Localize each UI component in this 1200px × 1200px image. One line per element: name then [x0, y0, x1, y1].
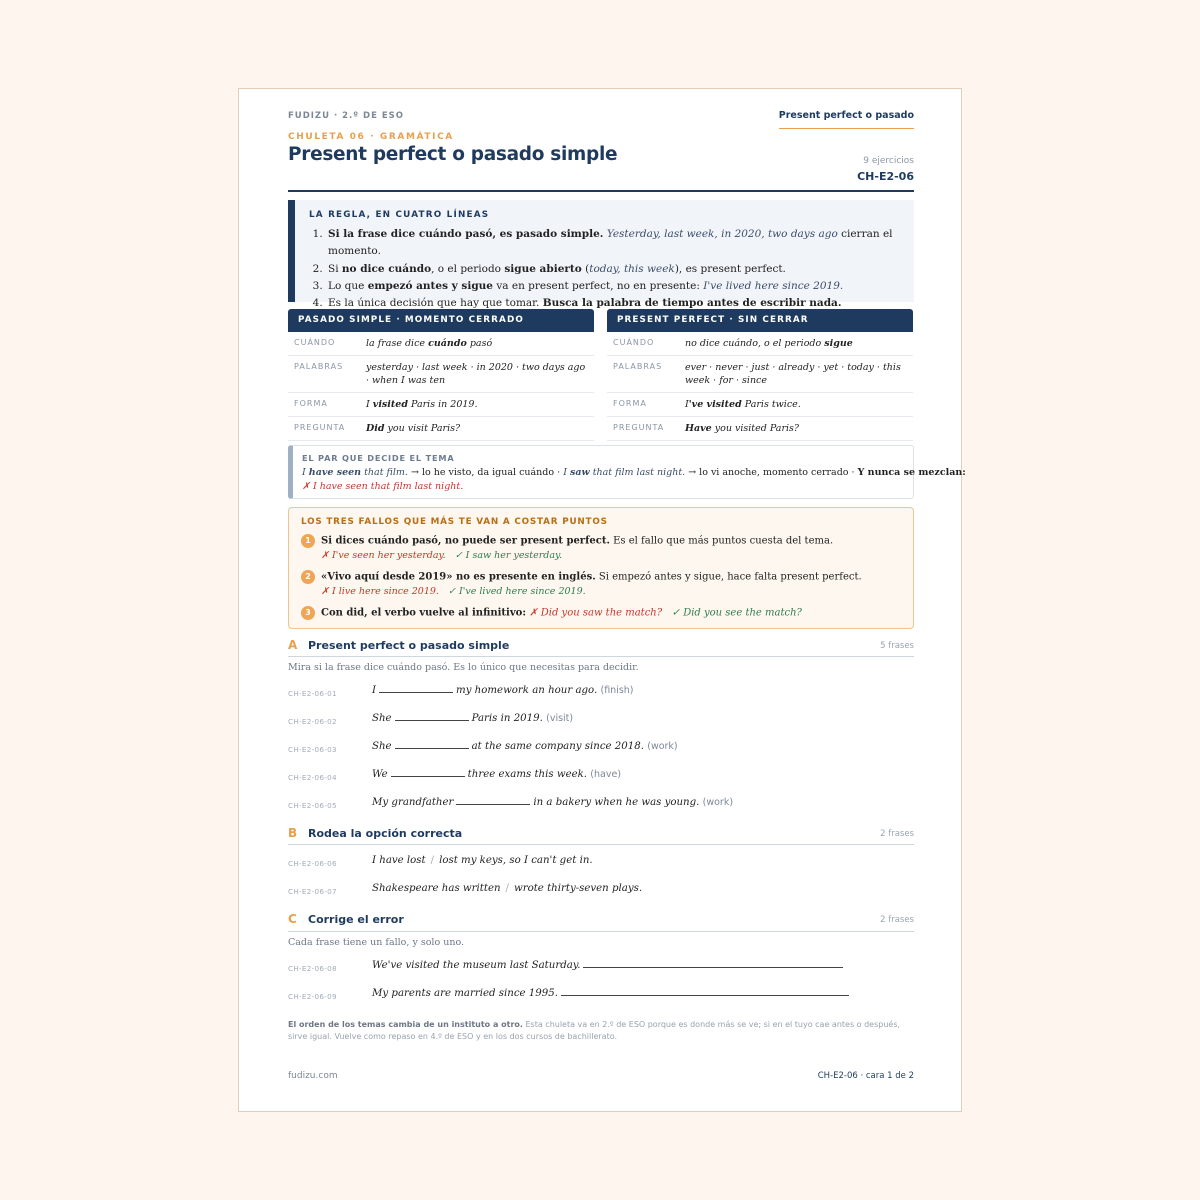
table-row-pregunta — [607, 417, 913, 441]
exercise-sentence — [372, 741, 678, 752]
rule-2-d: sigue abierto — [504, 262, 582, 275]
section-c-letter: C — [288, 912, 297, 926]
right-example: ✓ Did you see the match? — [671, 607, 802, 619]
exercise-sentence — [372, 960, 846, 971]
rule-1-tail: cierran el momento. — [328, 228, 893, 258]
wrong-example: ✗ Did you saw the match? — [529, 607, 663, 619]
section-a-hint: Mira si la frase dice cuándo pasó. Es lo único que necesitas para decidir. — [288, 662, 639, 673]
ex-pre: She — [372, 713, 392, 724]
exercise-sentence — [372, 713, 573, 724]
table-heading: PRESENT PERFECT · SIN CERRAR — [607, 309, 913, 332]
section-b-letter: B — [288, 826, 298, 840]
mistake-2 — [301, 570, 862, 584]
v-b: visited — [372, 399, 408, 410]
kicker-label: CHULETA 06 · GRAMÁTICA — [288, 132, 454, 142]
table-present-perfect — [607, 309, 913, 441]
row-key: PREGUNTA — [294, 423, 346, 432]
row-value — [679, 417, 913, 440]
exercise-count: 9 ejercicios — [863, 156, 914, 166]
rule-1-examples: Yesterday, last week, in 2020, two days ago — [606, 228, 838, 240]
mistake-3 — [301, 606, 802, 620]
rule-4-a: Es la única decisión que hay que tomar. — [328, 297, 540, 310]
mistake-bold: «Vivo aquí desde 2019» no es presente en inglés. — [321, 571, 596, 583]
ex-post: at the same company since 2018. — [471, 741, 644, 752]
section-b-divider — [288, 844, 914, 845]
exercise-sentence — [372, 988, 852, 999]
sheet-code: CH-E2-06 — [857, 170, 914, 183]
mistake-1-examples — [321, 550, 562, 561]
section-c-divider — [288, 931, 914, 932]
option-separator: / — [505, 883, 509, 894]
p-a9: Y nunca se mezclan: — [857, 467, 966, 478]
p-a1: I — [302, 467, 306, 478]
ex-pre: I — [372, 685, 377, 696]
section-c-title: Corrige el error — [308, 913, 404, 926]
note-text: Esta chuleta va en 2.º de ESO porque es donde más se ve; si en el tuyo cae antes o después, sirve igual. Vuelve como repaso en 4.º de ESO y en los dos cursos de bachillerato. — [288, 1020, 901, 1041]
ex-pre: My grandfather — [372, 797, 454, 808]
answer-blank[interactable] — [395, 720, 469, 721]
mistakes-heading: LOS TRES FALLOS QUE MÁS TE VAN A COSTAR PUNTOS — [301, 517, 608, 527]
ex-verb: (have) — [590, 769, 622, 780]
exercise-code: CH-E2-06-02 — [288, 717, 337, 726]
footer-site: fudizu.com — [288, 1071, 338, 1081]
exercise-code: CH-E2-06-07 — [288, 887, 337, 896]
exercise-sentence — [372, 883, 642, 894]
ex-verb: (finish) — [600, 685, 634, 696]
option-separator: / — [430, 855, 435, 866]
answer-blank[interactable] — [379, 692, 453, 693]
section-a-divider — [288, 656, 914, 657]
right-example: ✓ I've lived here since 2019. — [448, 586, 586, 597]
row-key: CUÁNDO — [294, 338, 336, 347]
mistake-number: 2 — [301, 570, 315, 584]
wrong-example: ✗ I live here since 2019. — [321, 586, 439, 597]
row-value — [679, 393, 913, 416]
v-b: 've visited — [688, 399, 742, 410]
p-a6: saw — [569, 467, 590, 478]
table-row-palabras — [288, 356, 594, 393]
exercise-code: CH-E2-06-01 — [288, 689, 337, 698]
table-row-cuando — [607, 332, 913, 356]
row-key: FORMA — [613, 399, 647, 408]
answer-line[interactable] — [561, 995, 849, 996]
rule-3-a: Lo que — [328, 279, 365, 292]
table-pasado-simple — [288, 309, 594, 441]
exercise-sentence — [372, 855, 593, 866]
exercise-code: CH-E2-06-06 — [288, 859, 337, 868]
section-a-count: 5 frases — [880, 641, 914, 651]
rule-2-a: Si — [328, 262, 339, 275]
table-row-pregunta — [288, 417, 594, 441]
rule-line-3 — [326, 278, 906, 295]
section-b-count: 2 frases — [880, 829, 914, 839]
rule-2-b: no dice cuándo — [341, 262, 432, 275]
exercise-code: CH-E2-06-09 — [288, 992, 337, 1001]
mistake-number: 1 — [301, 534, 315, 548]
ex-text: My parents are married since 1995. — [372, 988, 558, 999]
v-b: you visit Paris? — [387, 423, 461, 434]
p-a4: → lo he visto, da igual cuándo · — [410, 467, 561, 478]
table-row-cuando — [288, 332, 594, 356]
rule-box — [288, 200, 914, 310]
page-title: Present perfect o pasado simple — [288, 144, 618, 165]
mistake-1 — [301, 534, 833, 548]
exercise-sentence — [372, 685, 634, 696]
answer-blank[interactable] — [456, 804, 530, 805]
pair-wrong-example: ✗ I have seen that film last night. — [302, 481, 464, 492]
mistake-number: 3 — [301, 606, 315, 620]
footer-page: CH-E2-06 · cara 1 de 2 — [817, 1071, 914, 1081]
section-b-title: Rodea la opción correcta — [308, 827, 463, 840]
row-key: FORMA — [294, 399, 328, 408]
exercise-code: CH-E2-06-03 — [288, 745, 337, 754]
p-a5: I — [563, 467, 567, 478]
rule-2-f: today, this week — [589, 262, 675, 275]
answer-blank[interactable] — [395, 748, 469, 749]
exercise-code: CH-E2-06-05 — [288, 801, 337, 810]
ex-verb: (work) — [647, 741, 678, 752]
v-a: Have — [685, 423, 712, 434]
row-key: PALABRAS — [613, 362, 663, 371]
table-heading: PASADO SIMPLE · MOMENTO CERRADO — [288, 309, 594, 332]
rule-line-1 — [326, 226, 906, 261]
section-c-hint: Cada frase tiene un fallo, y solo uno. — [288, 937, 465, 948]
rule-3-d: I've lived here since 2019. — [703, 279, 844, 292]
p-a3: that film. — [364, 467, 408, 478]
answer-blank[interactable] — [391, 776, 465, 777]
ex-post: in a bakery when he was young. — [533, 797, 700, 808]
mistake-text: Es el fallo que más puntos cuesta del tema. — [613, 535, 834, 547]
exercise-code: CH-E2-06-08 — [288, 964, 337, 973]
v-c: Paris twice. — [744, 399, 801, 410]
v-c: pasó — [469, 338, 493, 349]
rule-3-c: va en present perfect, no en presente: — [496, 279, 700, 292]
p-a7: that film last night. — [592, 467, 686, 478]
ex-pre: She — [372, 741, 392, 752]
rule-2-g: ), es present perfect. — [674, 262, 786, 275]
pair-line — [302, 467, 966, 478]
v-b: sigue — [824, 338, 853, 349]
v-c: Paris in 2019. — [411, 399, 478, 410]
row-value: ever · never · just · already · yet · today · this week · for · since — [685, 362, 901, 386]
table-row-forma — [607, 393, 913, 417]
pair-heading: EL PAR QUE DECIDE EL TEMA — [302, 453, 455, 463]
ex-post: Paris in 2019. — [471, 713, 543, 724]
rule-1-bold: Si la frase dice cuándo pasó, es pasado simple. — [328, 228, 604, 240]
rule-heading: LA REGLA, EN CUATRO LÍNEAS — [309, 210, 490, 220]
option-b[interactable]: wrote thirty-seven plays. — [513, 883, 643, 894]
rule-2-c: , o el periodo — [431, 262, 501, 275]
rule-line-2 — [326, 261, 906, 278]
wrong-example: ✗ I've seen her yesterday. — [321, 550, 446, 561]
exercise-code: CH-E2-06-04 — [288, 773, 337, 782]
footer-note — [288, 1019, 914, 1043]
row-value — [360, 393, 594, 416]
row-key: PREGUNTA — [613, 423, 665, 432]
ex-post: three exams this week. — [467, 769, 588, 780]
table-row-forma — [288, 393, 594, 417]
v-a: I — [685, 399, 689, 410]
row-key: PALABRAS — [294, 362, 344, 371]
row-key: CUÁNDO — [613, 338, 655, 347]
table-row-palabras — [607, 356, 913, 393]
v-b: you visited Paris? — [714, 423, 799, 434]
rule-3-b: empezó antes y sigue — [367, 279, 493, 292]
mistake-text: Si empezó antes y sigue, hace falta present perfect. — [598, 571, 862, 583]
option-b[interactable]: lost my keys, so I can't get in. — [439, 855, 593, 866]
v-a: Did — [366, 423, 385, 434]
option-a[interactable]: I have lost — [372, 855, 426, 866]
mistake-bold: Si dices cuándo pasó, no puede ser present perfect. — [321, 535, 610, 547]
rule-4-b: Busca la palabra de tiempo antes de escribir nada. — [542, 297, 842, 310]
rule-list — [326, 226, 906, 312]
section-c-count: 2 frases — [880, 915, 914, 925]
common-mistakes-box — [288, 507, 914, 629]
note-bold: El orden de los temas cambia de un instituto a otro. — [288, 1020, 523, 1029]
ex-pre: We — [372, 769, 388, 780]
v-a: I — [366, 399, 370, 410]
p-a2: have seen — [308, 467, 362, 478]
row-value: yesterday · last week · in 2020 · two days ago · when I was ten — [366, 362, 586, 386]
section-a-letter: A — [288, 638, 298, 652]
answer-line[interactable] — [583, 967, 843, 968]
right-example: ✓ I saw her yesterday. — [454, 550, 563, 561]
v-a: la frase dice — [366, 338, 426, 349]
ex-text: We've visited the museum last Saturday. — [372, 960, 581, 971]
exercise-sentence — [372, 769, 621, 780]
section-a-title: Present perfect o pasado simple — [308, 639, 510, 652]
title-divider — [288, 190, 914, 192]
option-a[interactable]: Shakespeare has written — [372, 883, 501, 894]
v-a: no dice cuándo, o el periodo — [685, 338, 822, 349]
running-header: Present perfect o pasado — [779, 110, 914, 129]
p-a8: → lo vi anoche, momento cerrado · — [688, 467, 855, 478]
v-b: cuándo — [428, 338, 467, 349]
rule-2-e: ( — [585, 262, 590, 275]
exercise-sentence — [372, 797, 733, 808]
ex-post: my homework an hour ago. — [456, 685, 598, 696]
ex-verb: (visit) — [546, 713, 574, 724]
ex-verb: (work) — [702, 797, 734, 808]
worksheet-content — [288, 89, 966, 1111]
row-value — [360, 417, 594, 440]
mistake-bold: Con did, el verbo vuelve al infinitivo: — [321, 607, 527, 619]
pair-box — [288, 445, 966, 499]
mistake-2-examples — [321, 586, 586, 597]
row-value — [360, 332, 594, 355]
brand-label: FUDIZU · 2.º DE ESO — [288, 111, 405, 121]
row-value — [679, 332, 913, 355]
worksheet-page — [238, 88, 966, 1112]
